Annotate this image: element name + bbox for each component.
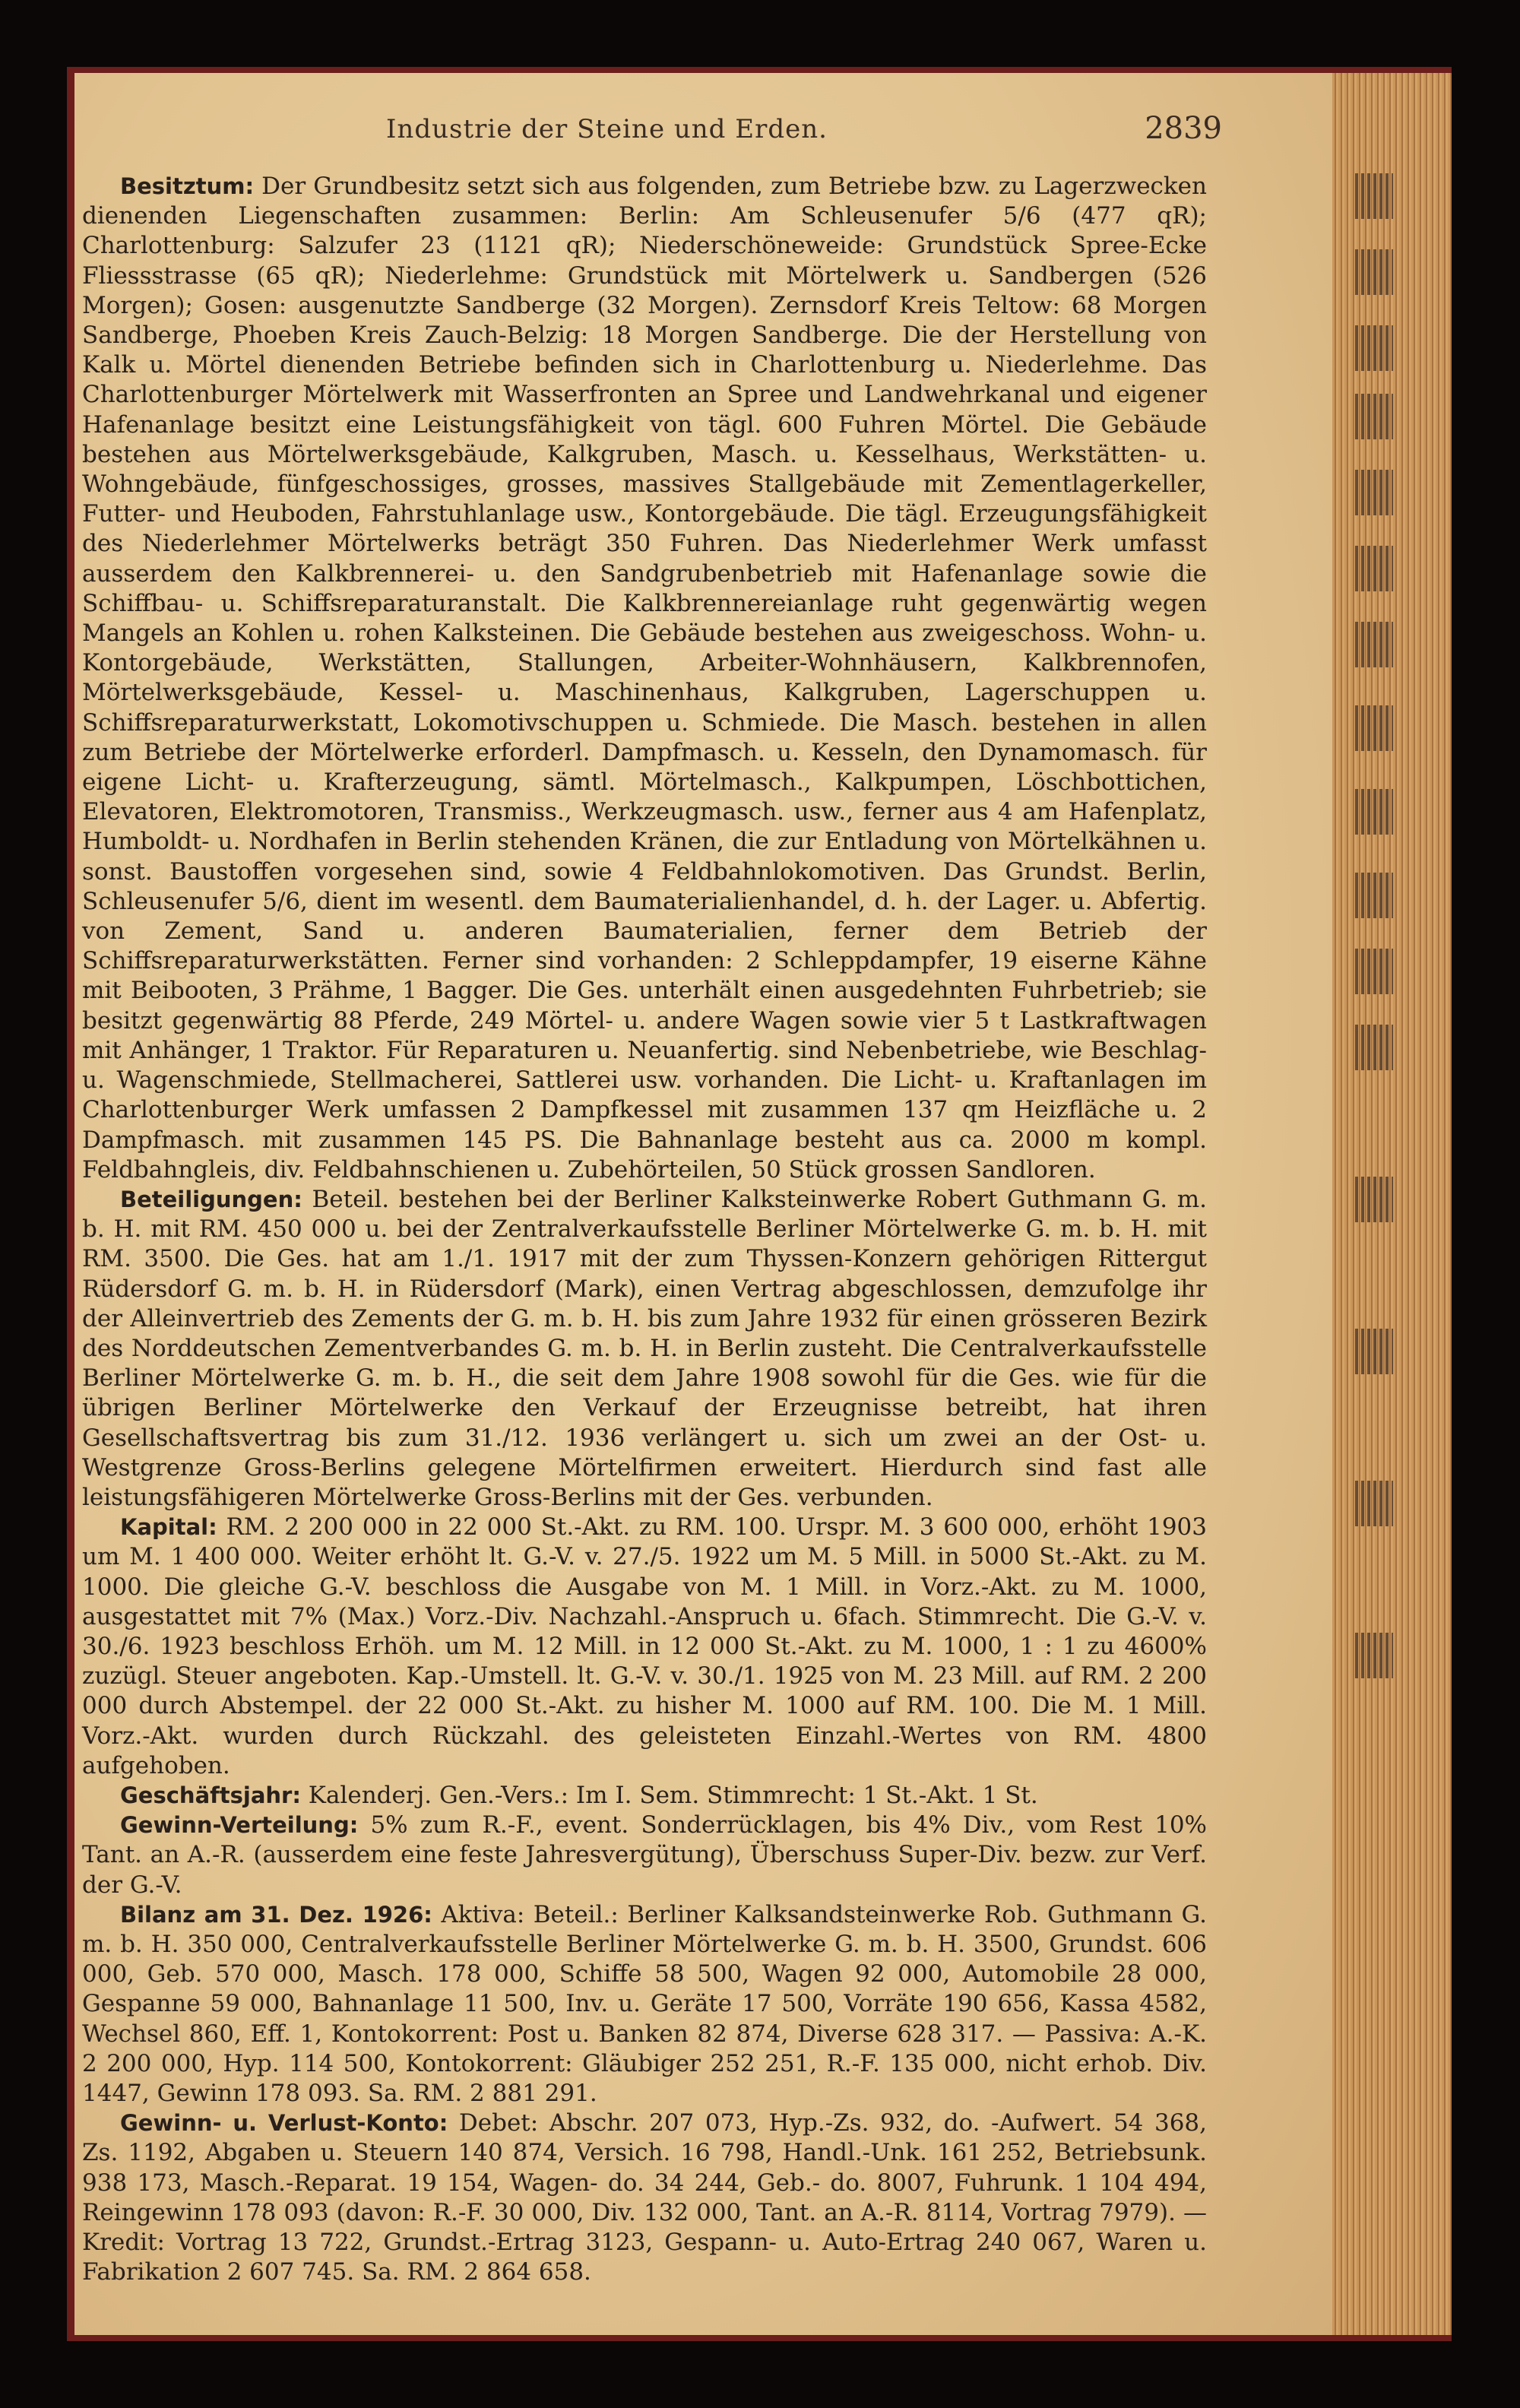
section-geschaeftsjahr [82,1781,1207,1811]
section-besitztum [82,172,1207,1185]
section-heading: Gewinn-Verteilung: [120,1812,359,1839]
section-text: Der Grundbesitz setzt sich aus folgenden, zum Betriebe bzw. zu Lagerzwecken dienenden Liegenschaften zusammen: Berlin: Am Schleusenufer 5/6 (477 qR); Charlottenburg: Salzufer 23 (1121 qR); Niederschöneweide: Grundstück Spree-Ecke Fliessstrasse (65 qR); Niederlehme: Grundstück mit Mörtelwerk u. Sandbergen (526 Morgen); Gosen: ausgenutzte Sandberge (32 Morgen). Zernsdorf Kreis Teltow: 68 Morgen Sandberge, Phoeben Kreis Zauch-Belzig: 18 Morgen Sandberge. Die der Herstellung von Kalk u. Mörtel dienenden Betriebe befinden sich in Charlottenburg u. Niederlehme. Das Charlottenburger Mörtelwerk mit Wasserfronten an Spree und Landwehrkanal und eigener Hafenanlage besitzt eine Leistungsfähigkeit von tägl. 600 Fuhren Mörtel. Die Gebäude bestehen aus Mörtelwerksgebäude, Kalkgruben, Masch. u. Kesselhaus, Werkstätten- u. Wohngebäude, fünfgeschossiges, grosses, massives Stallgebäude mit Zementlagerkeller, Futter- und Heuboden, Fahrstuhlanlage usw., Kontorgebäude. Die tägl. Erzeugungsfähigkeit des Niederlehmer Mörtelwerks beträgt 350 Fuhren. Das Niederlehmer Werk umfasst ausserdem den Kalkbrennerei- u. den Sandgrubenbetrieb mit Hafenanlage sowie die Schiffbau- u. Schiffsreparaturanstalt. Die Kalkbrennereianlage ruht gegenwärtig wegen Mangels an Kohlen u. rohen Kalksteinen. Die Gebäude bestehen aus zweigeschoss. Wohn- u. Kontorgebäude, Werkstätten, Stallungen, Arbeiter-Wohnhäusern, Kalkbrennofen, Mörtelwerksgebäude, Kessel- u. Maschinenhaus, Kalkgruben, Lagerschuppen u. Schiffsreparaturwerkstatt, Lokomotivschuppen u. Schmiede. Die Masch. bestehen in allen zum Betriebe der Mörtelwerke erforderl. Dampfmasch. u. Kesseln, den Dynamomasch. für eigene Licht- u. Krafterzeugung, sämtl. Mörtelmasch., Kalkpumpen, Löschbottichen, Elevatoren, Elektromotoren, Transmiss., Werkzeugmasch. usw., ferner aus 4 am Hafenplatz, Humboldt- u. Nordhafen in Berlin stehenden Kränen, die zur Entladung von Mörtelkähnen u. sonst. Baustoffen vorgesehen sind, sowie 4 Feldbahnlokomotiven. Das Grundst. Berlin, Schleusenufer 5/6, dient im wesentl. dem Baumaterialienhandel, d. h. der Lager. u. Abfertig. von Zement, Sand u. anderen Baumaterialien, ferner dem Betrieb der Schiffsreparaturwerkstätten. Ferner sind vorhanden: 2 Schleppdampfer, 19 eiserne Kähne mit Beibooten, 3 Prähme, 1 Bagger. Die Ges. unterhält einen ausgedehnten Fuhrbetrieb; sie besitzt gegenwärtig 88 Pferde, 249 Mörtel- u. andere Wagen sowie vier 5 t Lastkraftwagen mit Anhänger, 1 Traktor. Für Reparaturen u. Neuanfertig. sind Nebenbetriebe, wie Beschlag- u. Wagenschmiede, Stellmacherei, Sattlerei usw. vorhanden. Die Licht- u. Kraftanlagen im Charlottenburger Werk umfassen 2 Dampfkessel mit zusammen 137 qm Heizfläche u. 2 Dampfmasch. mit zusammen 145 PS. Die Bahnanlage besteht aus ca. 2000 m kompl. Feldbahngleis, div. Feldbahnschienen u. Zubehörteilen, 50 Stück grossen Sandloren. [82,173,1207,1183]
section-text: Beteil. bestehen bei der Berliner Kalksteinwerke Robert Guthmann G. m. b. H. mit RM. 450 000 u. bei der Zentralverkaufsstelle Berliner Mörtelwerke G. m. b. H. mit RM. 3500. Die Ges. hat am 1./1. 1917 mit der zum Thyssen-Konzern gehörigen Rittergut Rüdersdorf G. m. b. H. in Rüdersdorf (Mark), einen Vertrag abgeschlossen, demzufolge ihr der Alleinvertrieb des Zements der G. m. b. H. bis zum Jahre 1932 für einen grösseren Bezirk des Norddeutschen Zementverbandes G. m. b. H. in Berlin zusteht. Die Centralverkaufsstelle Berliner Mörtelwerke G. m. b. H., die seit dem Jahre 1908 sowohl für die Ges. wie für die übrigen Berliner Mörtelwerke den Verkauf der Erzeugnisse betreibt, hat ihren Gesellschaftsvertrag bis zum 31./12. 1936 verlängert u. sich um zwei an der Ost- u. Westgrenze Gross-Berlins gelegene Mörtelfirmen erweitert. Hierdurch sind fast alle leistungsfähigeren Mörtelwerke Gross-Berlins mit der Ges. verbunden. [82,1185,1207,1511]
thumb-index-tabs [1332,143,1408,1891]
section-text: Kalenderj. Gen.-Vers.: Im I. Sem. Stimmrecht: 1 St.-Akt. 1 St. [300,1781,1038,1809]
section-text: Aktiva: Beteil.: Berliner Kalksandsteinwerke Rob. Guthmann G. m. b. H. 350 000, Centralverkaufsstelle Berliner Mörtelwerke G. m. b. H. 3500, Grundst. 606 000, Geb. 570 000, Masch. 178 000, Schiffe 58 500, Wagen 92 000, Automobile 28 000, Gespanne 59 000, Bahnanlage 11 500, Inv. u. Geräte 17 500, Vorräte 190 656, Kassa 4582, Wechsel 860, Eff. 1, Kontokorrent: Post u. Banken 82 874, Diverse 628 317. — Passiva: A.-K. 2 200 000, Hyp. 114 500, Kontokorrent: Gläubiger 252 251, R.-F. 135 000, nicht erhob. Div. 1447, Gewinn 178 093. Sa. RM. 2 881 291. [82,1900,1207,2107]
page-header [82,99,1222,144]
section-gewinn-verteilung [82,1811,1207,1900]
section-text: RM. 2 200 000 in 22 000 St.-Akt. zu RM. 100. Urspr. M. 3 600 000, erhöht 1903 um M. 1 400 000. Weiter erhöht lt. G.-V. v. 27./5. 1922 um M. 5 Mill. in 5000 St.-Akt. zu M. 1000. Die gleiche G.-V. beschloss die Ausgabe von M. 1 Mill. in Vorz.-Akt. zu M. 1000, ausgestattet mit 7% (Max.) Vorz.-Div. Nachzahl.-Anspruch u. 6fach. Stimmrecht. Die G.-V. v. 30./6. 1923 beschloss Erhöh. um M. 12 Mill. in 12 000 St.-Akt. zu M. 1000, 1 : 1 zu 4600% zuzügl. Steuer angeboten. Kap.-Umstell. lt. G.-V. v. 30./1. 1925 von M. 23 Mill. auf RM. 2 200 000 durch Abstempel. der 22 000 St.-Akt. zu hisher M. 1000 auf RM. 100. Die M. 1 Mill. Vorz.-Akt. wurden durch Rückzahl. des geleisteten Einzahl.-Wertes von RM. 4800 aufgehoben. [82,1513,1207,1779]
page-body [82,172,1207,2287]
section-beteiligungen [82,1185,1207,1513]
section-heading: Kapital: [120,1514,217,1541]
section-heading: Geschäftsjahr: [120,1782,301,1808]
section-text: 5% zum R.-F., event. Sonderrücklagen, bis 4% Div., vom Rest 10% Tant. an A.-R. (ausserdem eine feste Jahresvergütung), Überschuss Super-Div. bezw. zur Verf. der G.-V. [82,1811,1207,1899]
section-heading: Besitztum: [120,173,255,199]
running-title: Industrie der Steine und Erden. [386,114,828,144]
section-text: Debet: Abschr. 207 073, Hyp.-Zs. 932, do. -Aufwert. 54 368, Zs. 1192, Abgaben u. Steuern 140 874, Versich. 16 798, Handl.-Unk. 161 252, Betriebsunk. 938 173, Masch.-Reparat. 19 154, Wagen- do. 34 244, Geb.- do. 8007, Fuhrunk. 1 104 494, Reingewinn 178 093 (davon: R.-F. 30 000, Div. 132 000, Tant. an A.-R. 8114, Vortrag 7979). — Kredit: Vortrag 13 722, Grundst.-Ertrag 3123, Gespann- u. Auto-Ertrag 240 067, Waren u. Fabrikation 2 607 745. Sa. RM. 2 864 658. [82,2109,1207,2286]
section-kapital [82,1513,1207,1781]
section-heading: Gewinn- u. Verlust-Konto: [120,2110,448,2137]
page-number: 2839 [1145,111,1222,146]
section-heading: Beteiligungen: [120,1186,302,1212]
section-gewinn-verlust-konto [82,2109,1207,2287]
section-heading: Bilanz am 31. Dez. 1926: [120,1901,432,1928]
section-bilanz [82,1900,1207,2109]
